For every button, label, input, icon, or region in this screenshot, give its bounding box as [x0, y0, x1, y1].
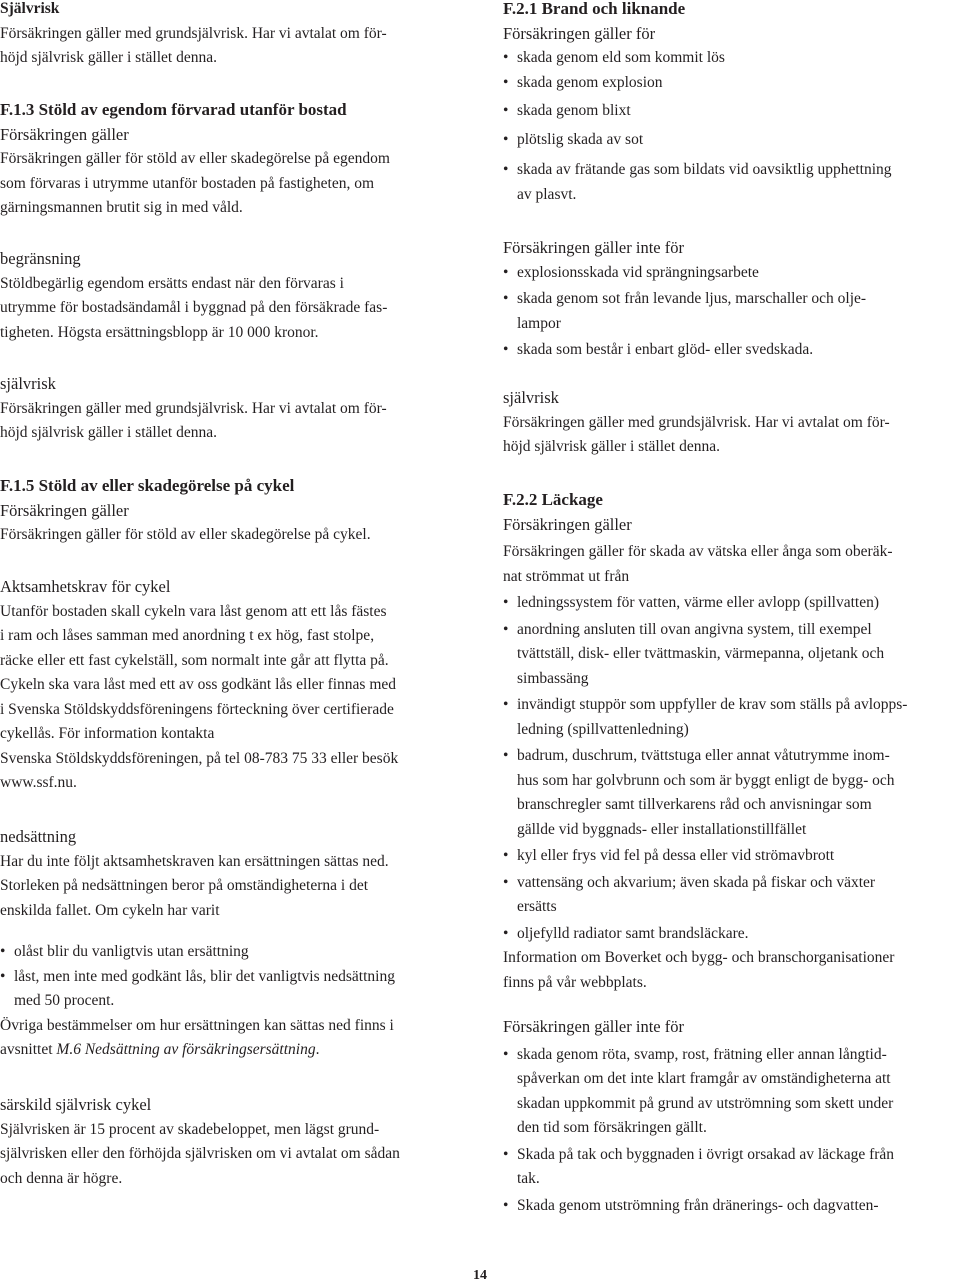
- paragraph: Stöldbegärlig egendom ersätts endast när den förvaras i utrymme för bostadsändamål i byggnad på den försäkrade fas- tigheten. Högsta ersättningsblopp är 10 000 kronor.: [0, 274, 388, 341]
- subheading: särskild självrisk cykel: [0, 1095, 152, 1114]
- paragraph: Försäkringen gäller med grundsjälvrisk. Har vi avtalat om för- höjd självrisk gäller i stället denna.: [0, 399, 387, 441]
- list-item: • låst, men inte med godkänt lås, blir det vanligtvis nedsättning med 50 procent.: [0, 965, 468, 1014]
- section-aktsamhetskrav: [0, 575, 468, 796]
- section-galler-inte-for-1: [503, 236, 955, 363]
- section-sarskild-sjalvrisk: [0, 1093, 468, 1191]
- subheading: begränsning: [0, 249, 81, 268]
- subheading: Försäkringen gäller: [503, 514, 632, 534]
- bullet-list: [503, 1043, 955, 1219]
- paragraph-text: .: [315, 1041, 320, 1058]
- list-item: • oljefylld radiator samt brandsläckare.: [503, 922, 955, 947]
- bullet-list: [503, 261, 955, 363]
- list-item: • vattensäng och akvarium; även skada på fiskar och växter ersätts: [503, 871, 955, 920]
- subheading: självrisk: [0, 374, 56, 393]
- section-f22: [503, 488, 955, 995]
- section-heading: F.2.1 Brand och liknande: [503, 0, 686, 18]
- paragraph: Information om Boverket och bygg- och branschorganisationer finns på vår webbplats.: [503, 949, 895, 991]
- bullet-list: [503, 591, 955, 946]
- list-item: • skada som består i enbart glöd- eller svedskada.: [503, 338, 955, 363]
- section-reference: M.6 Nedsättning av försäkringsersättning: [56, 1041, 316, 1058]
- section-galler-inte-for-2: [503, 1015, 955, 1218]
- paragraph: [0, 1014, 468, 1063]
- paragraph: Försäkringen gäller för stöld av eller skadegörelse på cykel.: [0, 526, 371, 543]
- section-heading: F.2.2 Läckage: [503, 490, 603, 509]
- bullet-list: [503, 46, 955, 207]
- section-f21: [503, 0, 955, 207]
- section-sjalvrisk-2: [0, 372, 468, 446]
- paragraph: Har du inte följt aktsamhetskraven kan ersättningen sättas ned. Storleken på nedsättningen beror på omständigheterna i det enskilda fallet. Om cykeln har varit: [0, 852, 389, 919]
- list-item: • explosionsskada vid sprängningsarbete: [503, 261, 955, 286]
- list-item: • skada genom eld som kommit lös: [503, 46, 955, 71]
- subheading: Försäkringen gäller för: [503, 23, 656, 43]
- list-item: • skada genom sot från levande ljus, marschaller och olje- lampor: [503, 287, 955, 336]
- section-heading: Självrisk: [0, 0, 60, 17]
- subheading: Försäkringen gäller: [0, 500, 129, 520]
- paragraph: Försäkringen gäller med grundsjälvrisk. Har vi avtalat om för- höjd självrisk gäller i stället denna.: [0, 24, 387, 66]
- list-item: • skada genom röta, svamp, rost, frätning eller annan långtid- spåverkan om det inte klart framgår av omständigheterna att skadan uppkommit på grund av utströmning som skett under den tid som försäkringen gällt.: [503, 1043, 955, 1141]
- section-nedsattning: [0, 825, 468, 1063]
- paragraph: Självrisken är 15 procent av skadebeloppet, men lägst grund- självrisken eller den förhöjda självrisken om vi avtalat om sådan och denna är högre.: [0, 1120, 400, 1187]
- section-f13: [0, 98, 468, 221]
- list-item: • skada av frätande gas som bildats vid oavsiktlig upphettning av plasvt.: [503, 158, 955, 207]
- list-item: • badrum, duschrum, tvättstuga eller annat våtutrymme inom- hus som har golvbrunn och som är byggt enligt de bygg- och branschregler samt tillverkarens råd och anvisningar som gällde vid byggnads- eller installationstillfället: [503, 744, 955, 842]
- section-sjalvrisk-3: [503, 386, 955, 460]
- section-f15: [0, 474, 468, 548]
- list-item: • anordning ansluten till ovan angivna system, till exempel tvättställ, disk- eller tvättmaskin, värmepanna, oljetank och simbassäng: [503, 618, 955, 692]
- subheading: Försäkringen gäller inte för: [503, 1017, 684, 1036]
- subheading: nedsättning: [0, 827, 77, 846]
- subheading: Aktsamhetskrav för cykel: [0, 577, 171, 596]
- section-sjalvrisk-1: [0, 0, 468, 71]
- list-item: • invändigt stupрör som uppfyller de krav som ställs på avlopps- ledning (spillvattenledning): [503, 693, 955, 742]
- list-item: • skada genom explosion: [503, 71, 955, 96]
- list-item: • olåst blir du vanligtvis utan ersättning: [0, 940, 468, 965]
- paragraph: Utanför bostaden skall cykeln vara låst genom att ett lås fästes i ram och låses samman med anordning t ex hög, fast stolpe, räcke eller ett fast cykelställ, som normalt inte går att flytta på. Cykeln ska vara låst med ett av oss godkänt lås eller finnas med i Svenska Stöldskyddsföreningens förteckning över certifierade cykellås. För information kontakta Svenska Stöldskyddsföreningen, på tel 08-783 75 33 eller besök www.ssf.nu.: [0, 602, 399, 791]
- list-item: • kyl eller frys vid fel på dessa eller vid strömavbrott: [503, 844, 955, 869]
- bullet-list: [0, 940, 468, 1014]
- subheading: Försäkringen gäller inte för: [503, 238, 684, 257]
- paragraph-text: Övriga bestämmelser om hur ersättningen kan sättas ned finns i avsnittet: [0, 1016, 394, 1058]
- list-item: • skada genom blixt: [503, 99, 955, 124]
- paragraph: Försäkringen gäller för stöld av eller skadegörelse på egendom som förvaras i utrymme utanför bostaden på fastigheten, om gärningsmannen brutit sig in med våld.: [0, 150, 390, 216]
- list-item: • ledningssystem för vatten, värme eller avlopp (spillvatten): [503, 591, 955, 616]
- list-item: • Skada på tak och byggnaden i övrigt orsakad av läckage från tak.: [503, 1143, 955, 1192]
- section-heading: F.1.5 Stöld av eller skadegörelse på cykel: [0, 476, 295, 495]
- paragraph: Försäkringen gäller med grundsjälvrisk. Har vi avtalat om för- höjd självrisk gäller i stället denna.: [503, 413, 890, 455]
- section-begransning: [0, 247, 468, 345]
- paragraph: Försäkringen gäller för skada av vätska eller ånga som oberäk- nat strömmat ut från: [503, 543, 893, 585]
- subheading: Försäkringen gäller: [0, 124, 129, 144]
- page-number: 14: [473, 1268, 487, 1283]
- section-heading: F.1.3 Stöld av egendom förvarad utanför bostad: [0, 100, 347, 119]
- subheading: självrisk: [503, 388, 559, 407]
- list-item: • plötslig skada av sot: [503, 128, 955, 153]
- list-item: • Skada genom utströmning från dränerings- och dagvatten-: [503, 1194, 955, 1219]
